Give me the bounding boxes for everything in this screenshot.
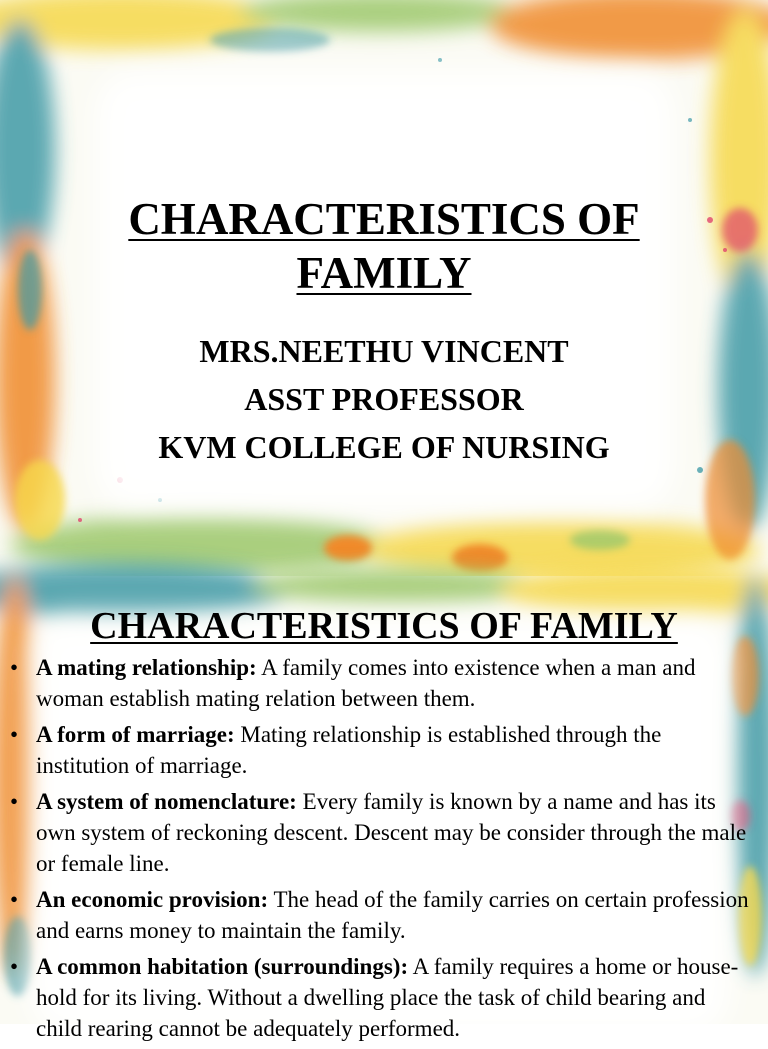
bullet-marker: •	[10, 722, 19, 747]
title-line-2: FAMILY	[296, 248, 472, 298]
bullet-marker: •	[10, 789, 19, 814]
slide-title	[0, 192, 768, 300]
slide-title-text: CHARACTERISTICS OF FAMILY	[90, 605, 678, 647]
bullet-text: Mating relationship is established through the institution of marriage.	[36, 722, 662, 778]
title-line-1: CHARACTERISTICS OF	[128, 194, 640, 244]
bullet-term: A common habitation (surroundings):	[36, 954, 409, 979]
characteristics-list	[10, 652, 750, 1049]
content-slide	[0, 576, 768, 1041]
bullet-term: A system of nomenclature:	[36, 789, 297, 814]
bullet-term: A mating relationship:	[36, 655, 257, 680]
bullet-marker: •	[10, 655, 19, 680]
bullet-term: A form of marriage:	[36, 722, 235, 747]
list-item	[10, 652, 750, 714]
list-item	[10, 786, 750, 879]
author-designation: ASST PROFESSOR	[244, 381, 524, 417]
list-item	[10, 884, 750, 946]
bullet-text: The head of the family carries on certain profession and earns money to maintain the family.	[36, 887, 749, 943]
institution-name: KVM COLLEGE OF NURSING	[158, 429, 610, 465]
bullet-marker: •	[10, 887, 19, 912]
bullet-text: A family requires a home or house-hold for its living. Without a dwelling place the task of child bearing and child rearing cannot be adequately performed.	[36, 954, 739, 1041]
bullet-text: A family comes into existence when a man and woman establish mating relation between them.	[36, 655, 696, 711]
list-item	[10, 719, 750, 781]
bullet-text: Every family is known by a name and has its own system of reckoning descent. Descent may be consider through the male or female line.	[36, 789, 747, 876]
slide-title	[0, 604, 768, 648]
author-name: MRS.NEETHU VINCENT	[199, 333, 569, 369]
bullet-term: An economic provision:	[36, 887, 269, 912]
bullet-marker: •	[10, 954, 19, 979]
list-item	[10, 951, 750, 1044]
